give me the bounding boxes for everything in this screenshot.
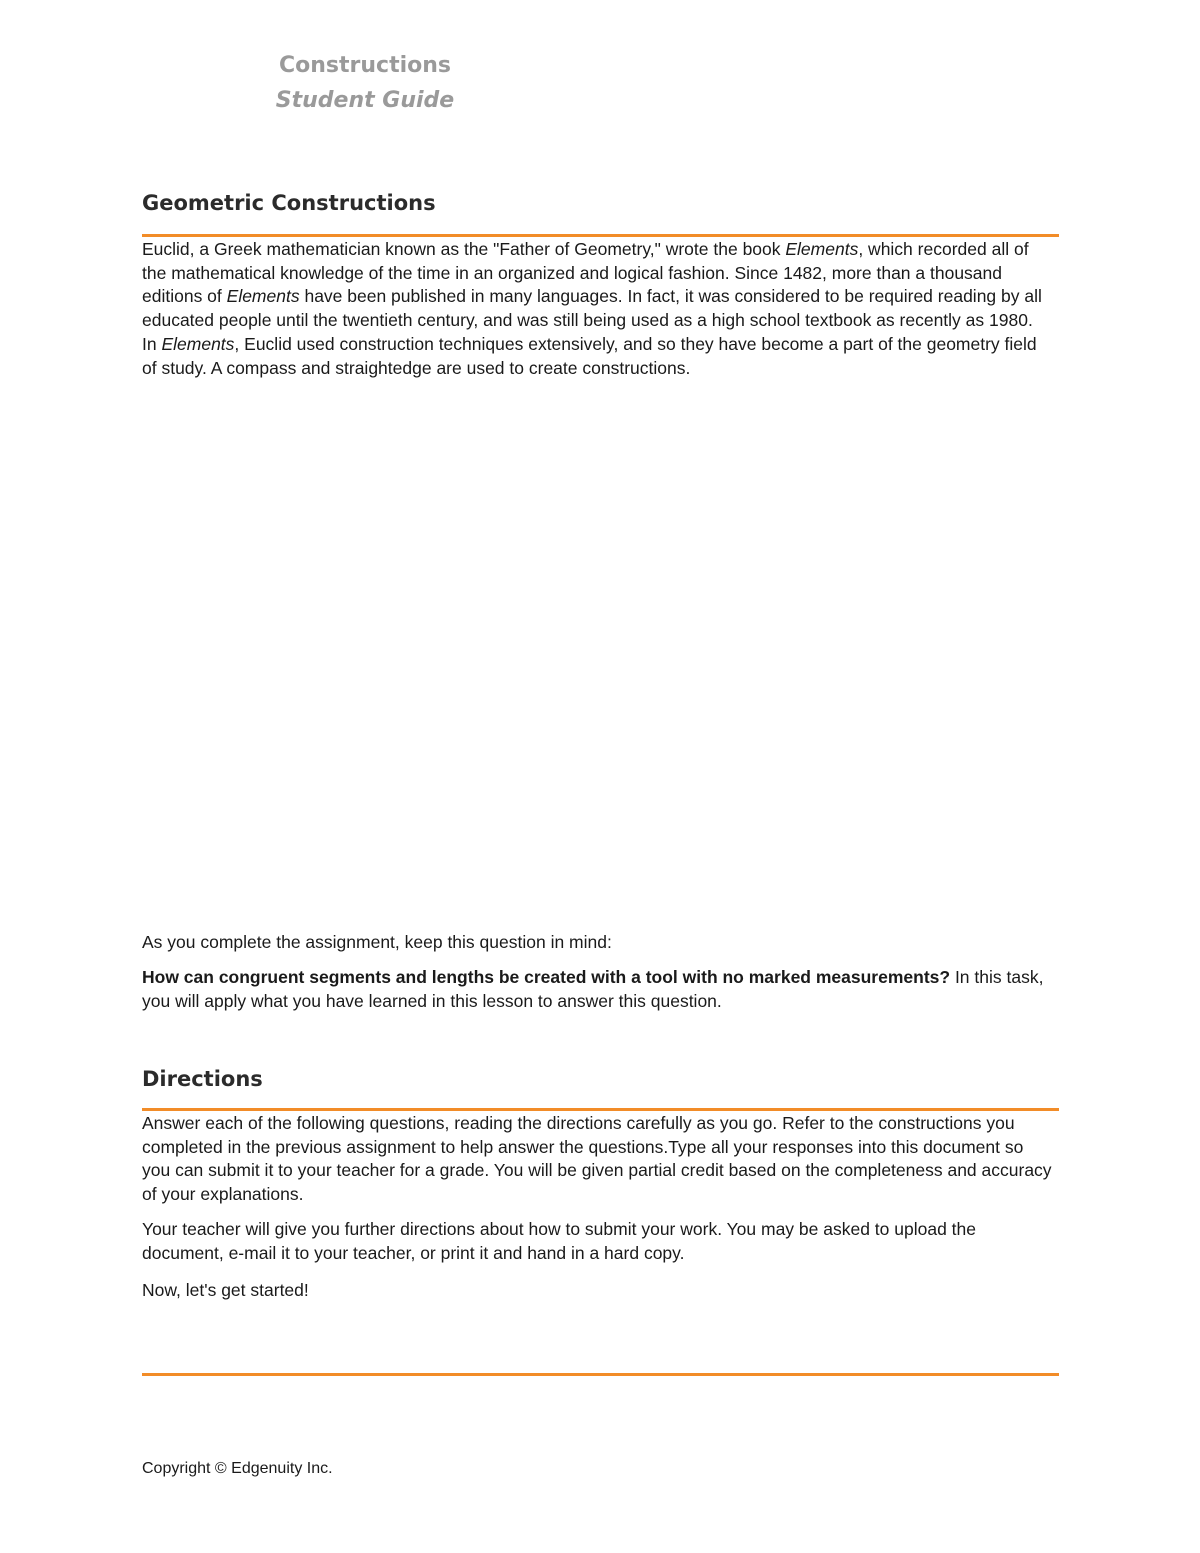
- book-title: Elements: [161, 333, 235, 354]
- book-title: Elements: [226, 286, 300, 307]
- section-divider: [142, 234, 1059, 237]
- section-divider: [142, 1108, 1059, 1111]
- essential-question: How can congruent segments and lengths be created with a tool with no marked measurements? In this task, you will apply what you have learned in this lesson to answer this question.: [142, 967, 1044, 1011]
- intro-paragraph: Euclid, a Greek mathematician known as the "Father of Geometry," wrote the book Elements, which recorded all of the mathematical knowledge of the time in an organized and logical fashion. Since 1482, more than a thousand editions of Elements have been published in many languages. In fact, it was considered to be required reading by all educated people until the twentieth century, and was still being used as a high school textbook as recently as 1980. In Elements, Euclid used construction techniques extensively, and so they have become a part of the geometry field of study. A compass and straightedge are used to create constructions.: [142, 239, 1042, 378]
- document-subtitle: Student Guide: [275, 88, 455, 113]
- directions-paragraph-2: Your teacher will give you further directions about how to submit your work. You may be asked to upload the document, e-mail it to your teacher, or print it and hand in a hard copy.: [142, 1219, 977, 1263]
- copyright-notice: Copyright © Edgenuity Inc.: [142, 1460, 333, 1477]
- directions-paragraph-1: Answer each of the following questions, reading the directions carefully as you go. Refer to the constructions you completed in the previous assignment to help answer the questions.Type all your responses into this document so you can submit it to your teacher for a grade. You will be given partial credit based on the completeness and accuracy of your explanations.: [142, 1113, 1052, 1205]
- document-header: [250, 50, 480, 120]
- essential-question-bold: How can congruent segments and lengths be created with a tool with no marked measurements?: [142, 967, 951, 987]
- section-heading-directions: Directions: [142, 1067, 263, 1091]
- footer-divider: [142, 1373, 1059, 1376]
- directions-paragraph-3: Now, let's get started!: [142, 1280, 309, 1300]
- section-heading-geometric-constructions: Geometric Constructions: [142, 191, 436, 215]
- question-intro: As you complete the assignment, keep this question in mind:: [142, 932, 612, 952]
- document-title: Constructions: [278, 53, 451, 78]
- book-title: Elements: [785, 239, 859, 259]
